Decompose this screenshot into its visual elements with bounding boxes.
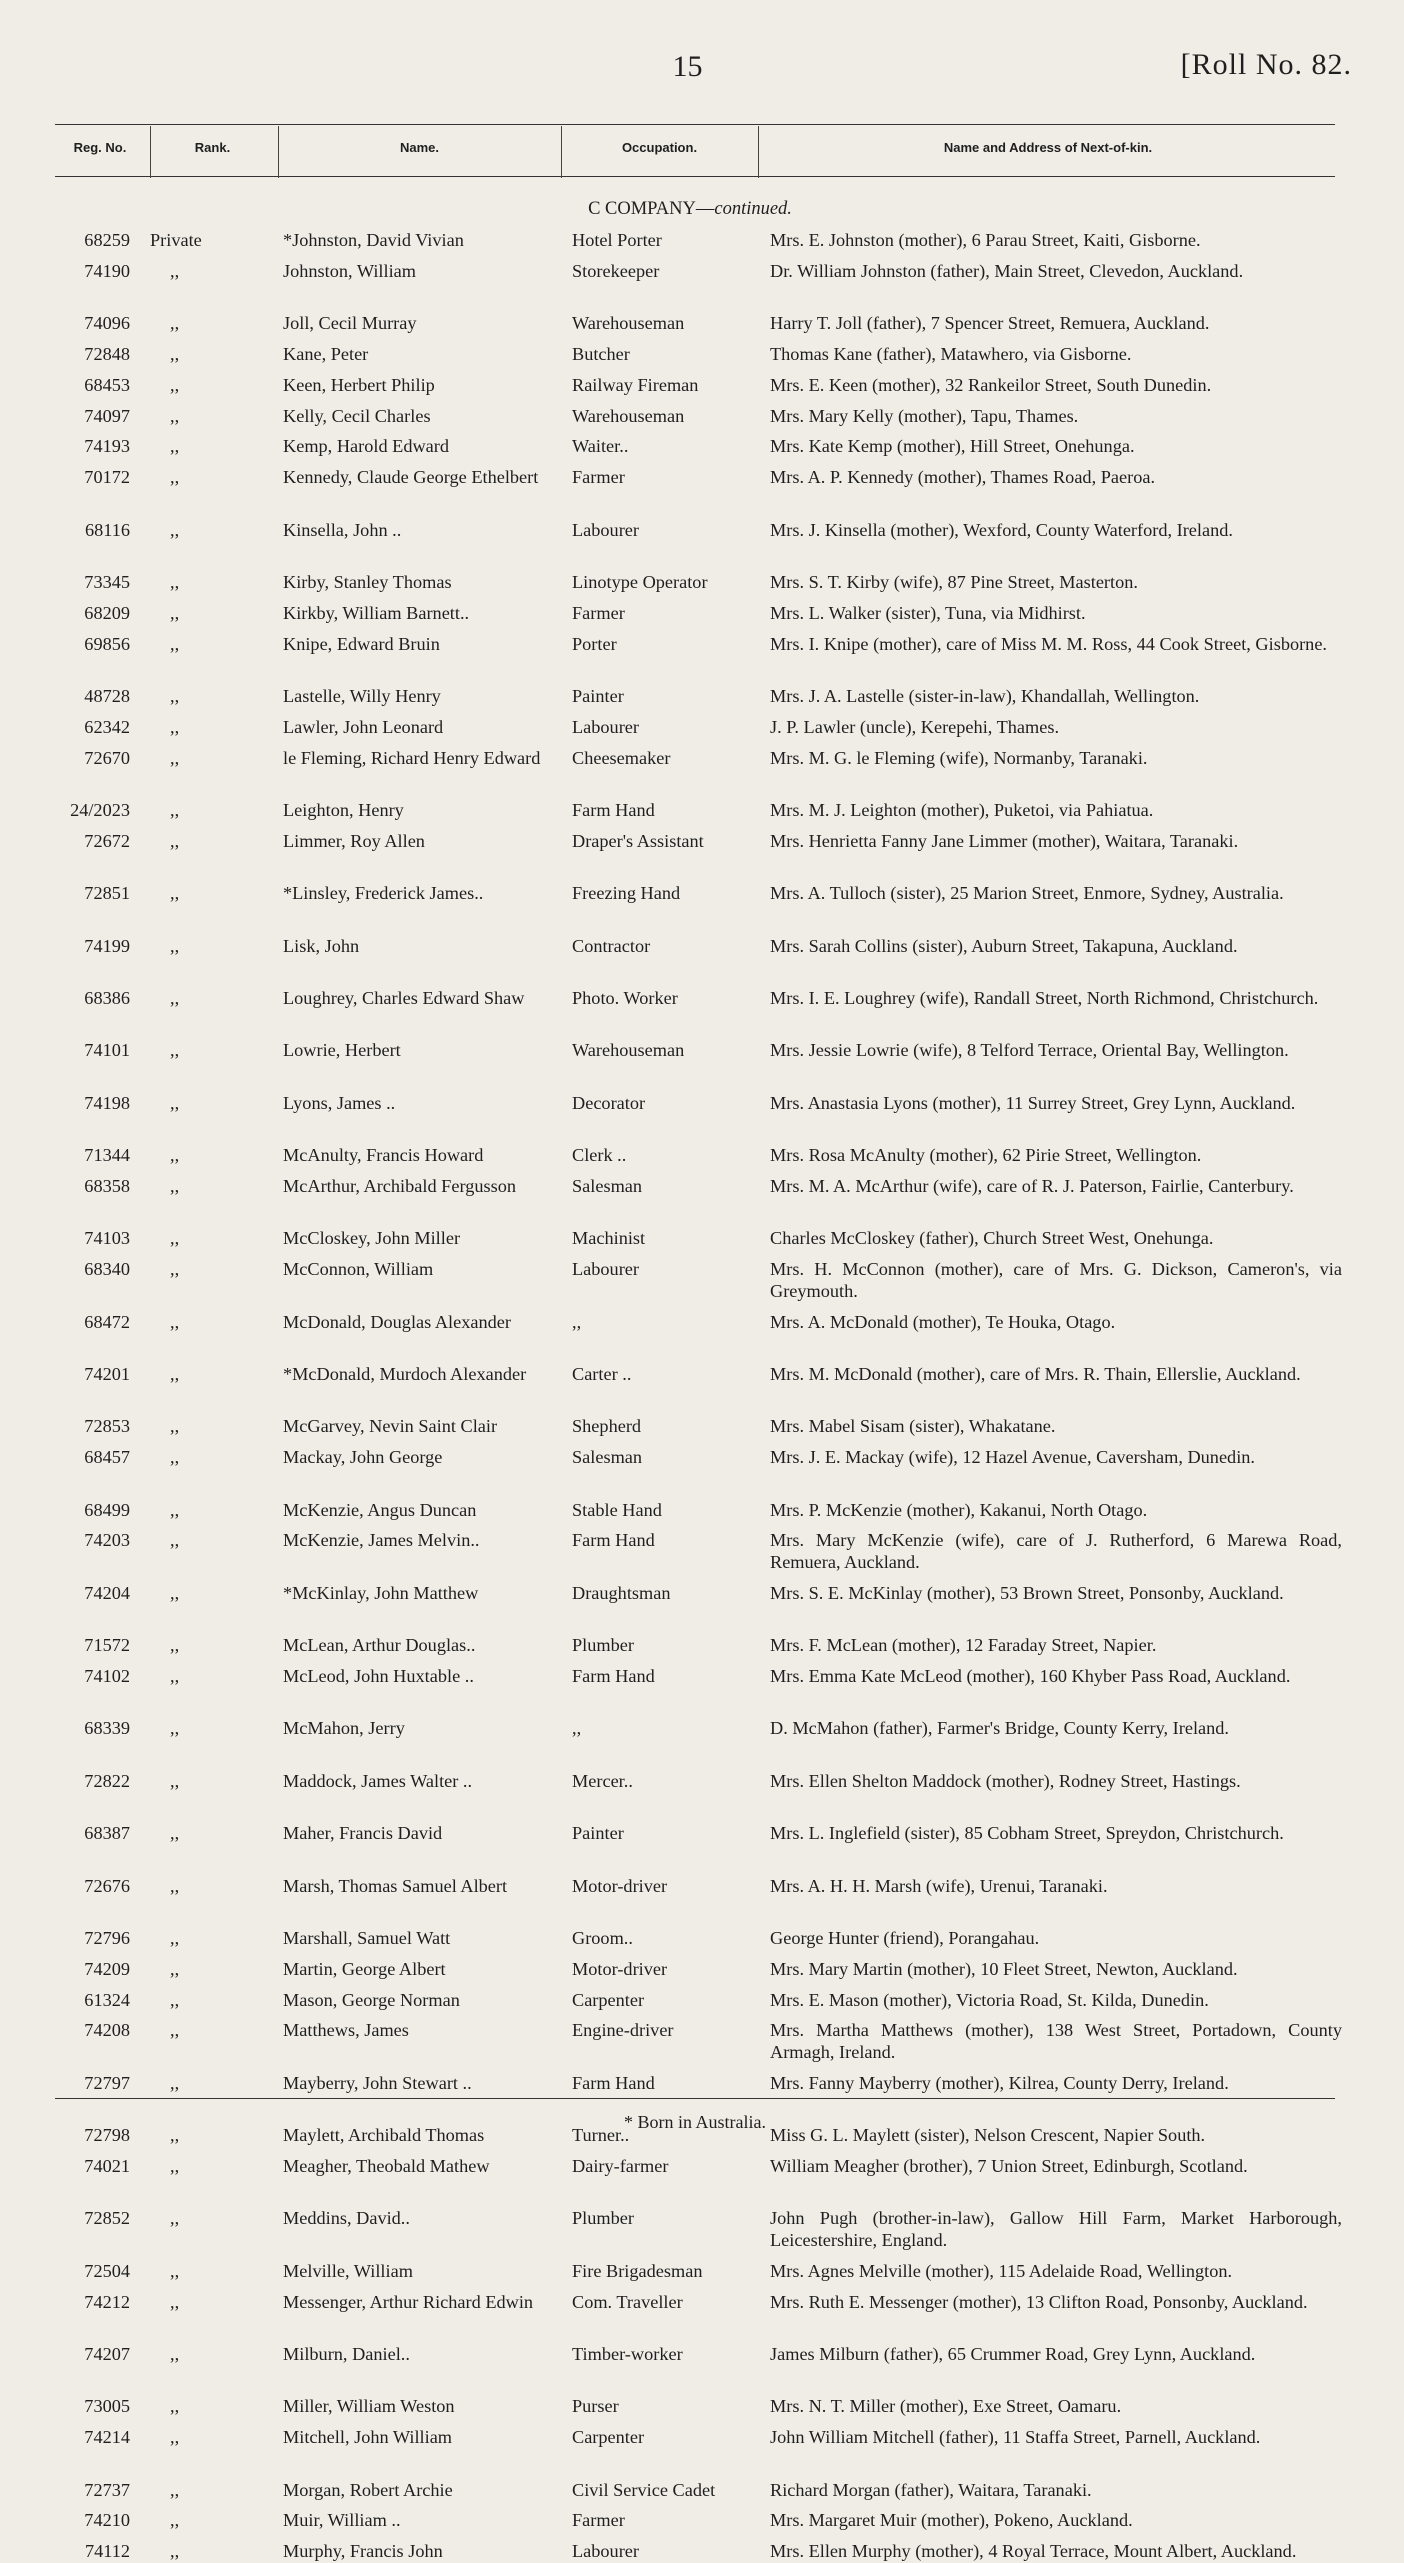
header-bottom-rule <box>55 176 1335 177</box>
row-occupation: Painter <box>572 686 624 706</box>
row-name: Kennedy, Claude George Ethelbert <box>283 467 539 488</box>
row-reg-no: 74021 <box>84 2156 130 2176</box>
row-occupation: Plumber <box>572 2208 634 2229</box>
row-occupation: Farmer <box>572 602 625 623</box>
row-next-of-kin: Mrs. L. Walker (sister), Tuna, via Midhirst. <box>770 602 1086 623</box>
row-reg-no: 68387 <box>84 1823 130 1844</box>
row-reg-no: 68386 <box>84 988 130 1008</box>
row-rank: ,, <box>170 2125 180 2146</box>
row-rank: ,, <box>170 1582 180 1603</box>
row-rank: ,, <box>170 800 180 820</box>
row-reg-no: 48728 <box>84 686 130 706</box>
row-name: Kirby, Stanley Thomas <box>283 572 452 592</box>
row-next-of-kin: Mrs. Mary Kelly (mother), Tapu, Thames. <box>770 405 1079 426</box>
row-reg-no: 71344 <box>84 1145 130 1166</box>
column-header-occupation: Occupation. <box>621 140 698 155</box>
row-occupation: Turner.. <box>572 2125 630 2146</box>
row-next-of-kin: Dr. William Johnston (father), Main Street, Clevedon, Auckland. <box>770 260 1244 281</box>
row-reg-no: 72796 <box>84 1928 130 1948</box>
row-name: McConnon, William <box>283 1259 434 1280</box>
row-next-of-kin: Mrs. E. Keen (mother), 32 Rankeilor Street, South Dunedin. <box>770 374 1212 395</box>
row-occupation: Railway Fireman <box>572 374 699 395</box>
row-name: Lowrie, Herbert <box>283 1040 401 1061</box>
row-name: Limmer, Roy Allen <box>283 830 425 851</box>
row-reg-no: 72851 <box>84 883 130 904</box>
row-rank: ,, <box>170 1092 180 1113</box>
row-occupation: Photo. Worker <box>572 988 678 1008</box>
row-next-of-kin: Mrs. A. Tulloch (sister), 25 Marion Street, Enmore, Sydney, Australia. <box>770 883 1284 904</box>
row-name: Marshall, Samuel Watt <box>283 1928 451 1948</box>
row-name: *McKinlay, John Matthew <box>283 1582 479 1603</box>
row-rank: ,, <box>170 405 180 426</box>
row-name: McAnulty, Francis Howard <box>283 1145 484 1166</box>
row-next-of-kin: James Milburn (father), 65 Crummer Road, Grey Lynn, Auckland. <box>770 2344 1256 2364</box>
row-rank: ,, <box>170 2427 180 2448</box>
row-rank: ,, <box>170 1040 180 1061</box>
row-name: Morgan, Robert Archie <box>283 2479 453 2500</box>
row-rank: ,, <box>170 260 180 281</box>
row-reg-no: 74203 <box>84 1530 130 1551</box>
row-next-of-kin: D. McMahon (father), Farmer's Bridge, County Kerry, Ireland. <box>770 1718 1230 1739</box>
row-reg-no: 72797 <box>84 2072 130 2093</box>
row-occupation: Fire Brigadesman <box>572 2260 703 2281</box>
row-name: Murphy, Francis John <box>283 2541 443 2562</box>
row-reg-no: 74190 <box>84 260 130 281</box>
row-name: Lyons, James .. <box>283 1092 396 1113</box>
row-next-of-kin: Mrs. N. T. Miller (mother), Exe Street, Oamaru. <box>770 2396 1122 2417</box>
row-reg-no: 74208 <box>84 2020 130 2041</box>
row-rank: ,, <box>170 1635 180 1656</box>
row-occupation: Farm Hand <box>572 800 655 820</box>
row-reg-no: 74201 <box>84 1364 130 1384</box>
row-name: Melville, William <box>283 2260 413 2281</box>
row-name: Kinsella, John .. <box>283 519 402 540</box>
row-occupation: Farmer <box>572 2510 625 2531</box>
row-name: McCloskey, John Miller <box>283 1228 461 1249</box>
row-next-of-kin: John Pugh (brother-in-law), Gallow Hill Farm, Market Harborough, Leicestershire, England. <box>770 2208 1342 2250</box>
row-rank: ,, <box>170 374 180 395</box>
row-name: Messenger, Arthur Richard Edwin <box>283 2291 534 2312</box>
row-next-of-kin: Mrs. Ellen Shelton Maddock (mother), Rodney Street, Hastings. <box>770 1770 1241 1791</box>
row-rank: ,, <box>170 1958 180 1979</box>
row-occupation: Purser <box>572 2396 619 2417</box>
row-rank: ,, <box>170 1666 180 1686</box>
row-rank: ,, <box>170 1718 180 1739</box>
row-reg-no: 74112 <box>84 2541 130 2562</box>
row-name: Kemp, Harold Edward <box>283 436 450 457</box>
row-occupation: Butcher <box>572 344 630 364</box>
row-reg-no: 72676 <box>84 1875 130 1896</box>
row-name: Martin, George Albert <box>283 1958 446 1979</box>
row-name: Kane, Peter <box>283 344 369 364</box>
row-name: Meagher, Theobald Mathew <box>283 2156 490 2176</box>
row-rank: ,, <box>170 1770 180 1791</box>
row-rank: ,, <box>170 1875 180 1896</box>
row-name: Miller, William Weston <box>283 2396 455 2417</box>
row-rank: ,, <box>170 2208 180 2229</box>
row-rank: ,, <box>170 883 180 904</box>
row-rank: ,, <box>170 602 180 623</box>
row-reg-no: 74207 <box>84 2344 130 2364</box>
row-rank: ,, <box>170 2291 180 2312</box>
row-rank: ,, <box>170 935 180 956</box>
row-reg-no: 68457 <box>84 1447 130 1468</box>
row-reg-no: 74102 <box>84 1666 130 1686</box>
row-next-of-kin: William Meagher (brother), 7 Union Street, Edinburgh, Scotland. <box>770 2156 1248 2176</box>
row-rank: ,, <box>170 1259 180 1280</box>
row-next-of-kin: Mrs. M. A. McArthur (wife), care of R. J. Paterson, Fairlie, Canterbury. <box>770 1176 1294 1196</box>
row-reg-no: 72848 <box>84 344 130 364</box>
row-name: McLeod, John Huxtable .. <box>283 1666 474 1686</box>
row-occupation: Machinist <box>572 1228 646 1249</box>
row-rank: ,, <box>170 2344 180 2364</box>
row-next-of-kin: Mrs. A. H. H. Marsh (wife), Urenui, Taranaki. <box>770 1875 1108 1896</box>
row-rank: ,, <box>170 1416 180 1437</box>
roll-number: [Roll No. 82. <box>1180 48 1352 81</box>
row-next-of-kin: Thomas Kane (father), Matawhero, via Gisborne. <box>770 344 1132 364</box>
row-name: Leighton, Henry <box>283 800 404 820</box>
row-next-of-kin: Mrs. M. J. Leighton (mother), Puketoi, via Pahiatua. <box>770 800 1154 820</box>
row-name: Knipe, Edward Bruin <box>283 633 440 654</box>
row-rank: ,, <box>170 1989 180 2010</box>
row-reg-no: 74209 <box>84 1958 130 1979</box>
row-rank: ,, <box>170 2510 180 2531</box>
row-reg-no: 24/2023 <box>70 800 130 820</box>
row-next-of-kin: Harry T. Joll (father), 7 Spencer Street, Remuera, Auckland. <box>770 313 1210 334</box>
row-reg-no: 61324 <box>84 1989 130 2010</box>
row-occupation: Mercer.. <box>572 1770 633 1791</box>
row-occupation: Labourer <box>572 1259 639 1280</box>
row-reg-no: 68116 <box>84 519 130 540</box>
row-occupation: Storekeeper <box>572 260 660 281</box>
row-occupation: Shepherd <box>572 1416 642 1437</box>
row-occupation: Carpenter <box>572 1989 645 2010</box>
row-occupation: Carpenter <box>572 2427 645 2448</box>
row-occupation: Warehouseman <box>572 1040 685 1061</box>
row-occupation: Farm Hand <box>572 2072 655 2093</box>
row-rank: ,, <box>170 519 180 540</box>
row-occupation: Linotype Operator <box>572 572 708 592</box>
row-next-of-kin: Miss G. L. Maylett (sister), Nelson Crescent, Napier South. <box>770 2125 1206 2146</box>
row-name: McDonald, Douglas Alexander <box>283 1311 511 1332</box>
row-reg-no: 74193 <box>84 436 130 457</box>
row-rank: ,, <box>170 1530 180 1551</box>
row-next-of-kin: Mrs. F. McLean (mother), 12 Faraday Street, Napier. <box>770 1635 1157 1656</box>
row-rank: ,, <box>170 747 180 768</box>
row-occupation: Contractor <box>572 935 651 956</box>
row-name: Maher, Francis David <box>283 1823 443 1844</box>
row-reg-no: 72822 <box>84 1770 130 1791</box>
row-occupation: Com. Traveller <box>572 2291 683 2312</box>
row-reg-no: 74097 <box>84 405 130 426</box>
page-number: 15 <box>672 50 703 83</box>
row-name: Muir, William .. <box>283 2510 401 2531</box>
row-name: Keen, Herbert Philip <box>283 374 435 395</box>
row-name: *Linsley, Frederick James.. <box>283 883 484 904</box>
row-next-of-kin: Mrs. A. P. Kennedy (mother), Thames Road, Paeroa. <box>770 467 1156 488</box>
row-name: Lisk, John <box>283 935 360 956</box>
row-name: Mackay, John George <box>283 1447 443 1468</box>
row-next-of-kin: Mrs. Anastasia Lyons (mother), 11 Surrey Street, Grey Lynn, Auckland. <box>770 1092 1296 1113</box>
row-occupation: ,, <box>572 1718 582 1739</box>
row-name: McGarvey, Nevin Saint Clair <box>283 1416 498 1437</box>
row-reg-no: 74204 <box>84 1582 130 1603</box>
row-rank: ,, <box>170 436 180 457</box>
column-header-reg-no: Reg. No. <box>73 140 127 155</box>
row-next-of-kin: Mrs. Ruth E. Messenger (mother), 13 Clifton Road, Ponsonby, Auckland. <box>770 2291 1308 2312</box>
row-reg-no: 72670 <box>84 747 130 768</box>
row-rank: ,, <box>170 1176 180 1196</box>
row-rank: ,, <box>170 2396 180 2417</box>
row-name: Joll, Cecil Murray <box>283 313 417 334</box>
row-reg-no: 68339 <box>84 1718 130 1739</box>
row-name: McArthur, Archibald Fergusson <box>283 1176 517 1196</box>
row-occupation: Clerk .. <box>572 1145 627 1166</box>
row-name: McMahon, Jerry <box>283 1718 405 1739</box>
row-next-of-kin: Mrs. S. T. Kirby (wife), 87 Pine Street, Masterton. <box>770 572 1138 592</box>
row-name: Marsh, Thomas Samuel Albert <box>283 1875 508 1896</box>
column-header-rank: Rank. <box>194 140 231 155</box>
row-reg-no: 70172 <box>84 467 130 488</box>
row-rank: ,, <box>170 830 180 851</box>
row-rank: ,, <box>170 1447 180 1468</box>
row-occupation: Porter <box>572 633 617 654</box>
row-next-of-kin: John William Mitchell (father), 11 Staffa Street, Parnell, Auckland. <box>770 2427 1261 2448</box>
row-occupation: Decorator <box>572 1092 646 1113</box>
row-next-of-kin: Mrs. Sarah Collins (sister), Auburn Street, Takapuna, Auckland. <box>770 935 1238 956</box>
row-reg-no: 72737 <box>84 2479 130 2500</box>
row-reg-no: 73005 <box>84 2396 130 2417</box>
row-reg-no: 72853 <box>84 1416 130 1437</box>
row-next-of-kin: Mrs. A. McDonald (mother), Te Houka, Otago. <box>770 1311 1116 1332</box>
row-name: Meddins, David.. <box>283 2208 410 2229</box>
row-name: Maylett, Archibald Thomas <box>283 2125 485 2146</box>
row-next-of-kin: Mrs. I. E. Loughrey (wife), Randall Street, North Richmond, Christchurch. <box>770 988 1319 1008</box>
row-occupation: Farmer <box>572 467 625 488</box>
row-next-of-kin: Mrs. Agnes Melville (mother), 115 Adelaide Road, Wellington. <box>770 2260 1233 2281</box>
row-name: Mayberry, John Stewart .. <box>283 2072 472 2093</box>
row-next-of-kin: Mrs. L. Inglefield (sister), 85 Cobham Street, Spreydon, Christchurch. <box>770 1823 1284 1844</box>
row-reg-no: 62342 <box>84 716 130 737</box>
row-next-of-kin: Mrs. J. A. Lastelle (sister-in-law), Khandallah, Wellington. <box>770 686 1200 706</box>
row-next-of-kin: J. P. Lawler (uncle), Kerepehi, Thames. <box>770 716 1060 737</box>
row-occupation: Warehouseman <box>572 405 685 426</box>
row-next-of-kin: Mrs. Mary Martin (mother), 10 Fleet Street, Newton, Auckland. <box>770 1958 1238 1979</box>
row-next-of-kin: Mrs. P. McKenzie (mother), Kakanui, North Otago. <box>770 1499 1148 1520</box>
row-next-of-kin: Mrs. Emma Kate McLeod (mother), 160 Khyber Pass Road, Auckland. <box>770 1666 1291 1686</box>
row-next-of-kin: Mrs. Martha Matthews (mother), 138 West Street, Portadown, County Armagh, Ireland. <box>770 2020 1342 2062</box>
row-occupation: Salesman <box>572 1176 643 1196</box>
row-reg-no: 74212 <box>84 2291 130 2312</box>
row-occupation: Labourer <box>572 716 639 737</box>
section-heading <box>0 199 1380 220</box>
row-next-of-kin: Mrs. I. Knipe (mother), care of Miss M. M. Ross, 44 Cook Street, Gisborne. <box>770 633 1328 654</box>
row-rank: ,, <box>170 2479 180 2500</box>
row-occupation: Motor-driver <box>572 1875 668 1896</box>
row-name: Matthews, James <box>283 2020 409 2041</box>
row-rank: ,, <box>170 1364 180 1384</box>
row-next-of-kin: Mrs. Margaret Muir (mother), Pokeno, Auckland. <box>770 2510 1133 2531</box>
row-reg-no: 69856 <box>84 633 130 654</box>
row-occupation: Painter <box>572 1823 624 1844</box>
row-next-of-kin: Mrs. M. G. le Fleming (wife), Normanby, Taranaki. <box>770 747 1148 768</box>
row-occupation: Warehouseman <box>572 313 685 334</box>
row-rank: ,, <box>170 2072 180 2093</box>
row-next-of-kin: Mrs. J. E. Mackay (wife), 12 Hazel Avenue, Caversham, Dunedin. <box>770 1447 1255 1468</box>
row-name: le Fleming, Richard Henry Edward <box>283 747 541 768</box>
row-rank: ,, <box>170 2260 180 2281</box>
section-continued: continued. <box>714 199 792 219</box>
row-rank: ,, <box>170 2156 180 2176</box>
row-rank: ,, <box>170 2020 180 2041</box>
row-rank: ,, <box>170 686 180 706</box>
row-rank: ,, <box>170 344 180 364</box>
row-rank: ,, <box>170 633 180 654</box>
row-rank: ,, <box>170 572 180 592</box>
row-occupation: Salesman <box>572 1447 643 1468</box>
row-reg-no: 68499 <box>84 1499 130 1520</box>
row-reg-no: 68209 <box>84 602 130 623</box>
row-rank: ,, <box>170 313 180 334</box>
row-next-of-kin: George Hunter (friend), Porangahau. <box>770 1928 1040 1948</box>
row-next-of-kin: Mrs. Rosa McAnulty (mother), 62 Pirie Street, Wellington. <box>770 1145 1202 1166</box>
row-rank: ,, <box>170 467 180 488</box>
row-next-of-kin: Mrs. Henrietta Fanny Jane Limmer (mother), Waitara, Taranaki. <box>770 830 1239 851</box>
row-name: Kelly, Cecil Charles <box>283 405 431 426</box>
row-next-of-kin: Mrs. Mabel Sisam (sister), Whakatane. <box>770 1416 1056 1437</box>
row-name: Mitchell, John William <box>283 2427 453 2448</box>
row-name: Maddock, James Walter .. <box>283 1770 473 1791</box>
section-company: C COMPANY— <box>588 199 715 219</box>
row-rank: ,, <box>170 2541 180 2562</box>
row-rank: ,, <box>170 988 180 1008</box>
row-occupation: Dairy-farmer <box>572 2156 669 2176</box>
row-next-of-kin: Mrs. H. McConnon (mother), care of Mrs. G. Dickson, Cameron's, via Greymouth. <box>770 1259 1342 1301</box>
row-next-of-kin: Mrs. Mary McKenzie (wife), care of J. Rutherford, 6 Marewa Road, Remuera, Auckland. <box>770 1530 1342 1572</box>
row-name: McKenzie, James Melvin.. <box>283 1530 480 1551</box>
row-rank: ,, <box>170 1228 180 1249</box>
row-reg-no: 68472 <box>84 1311 130 1332</box>
row-reg-no: 74210 <box>84 2510 130 2531</box>
row-next-of-kin: Mrs. Ellen Murphy (mother), 4 Royal Terrace, Mount Albert, Auckland. <box>770 2541 1297 2562</box>
row-reg-no: 72672 <box>84 830 130 851</box>
row-reg-no: 68358 <box>84 1176 130 1196</box>
row-reg-no: 74101 <box>84 1040 130 1061</box>
row-name: McLean, Arthur Douglas.. <box>283 1635 476 1656</box>
row-next-of-kin: Richard Morgan (father), Waitara, Taranaki. <box>770 2479 1092 2500</box>
row-occupation: Farm Hand <box>572 1666 655 1686</box>
row-rank: ,, <box>170 1823 180 1844</box>
row-name: Lawler, John Leonard <box>283 716 444 737</box>
column-header-next-of-kin: Name and Address of Next-of-kin. <box>943 140 1153 155</box>
row-rank: Private <box>150 230 202 250</box>
footnote: * Born in Australia. <box>624 2112 766 2132</box>
row-reg-no: 74214 <box>84 2427 130 2448</box>
row-rank: ,, <box>170 716 180 737</box>
row-name: Milburn, Daniel.. <box>283 2344 410 2364</box>
row-occupation: Stable Hand <box>572 1499 662 1520</box>
row-next-of-kin: Mrs. S. E. McKinlay (mother), 53 Brown Street, Ponsonby, Auckland. <box>770 1582 1284 1603</box>
bottom-rule <box>55 2098 1335 2099</box>
column-header-name: Name. <box>399 140 440 155</box>
row-occupation: Plumber <box>572 1635 634 1656</box>
row-next-of-kin: Mrs. Fanny Mayberry (mother), Kilrea, County Derry, Ireland. <box>770 2072 1229 2093</box>
row-rank: ,, <box>170 1499 180 1520</box>
row-reg-no: 74096 <box>84 313 130 334</box>
row-occupation: Hotel Porter <box>572 230 662 250</box>
row-next-of-kin: Mrs. E. Johnston (mother), 6 Parau Street, Kaiti, Gisborne. <box>770 230 1201 250</box>
row-reg-no: 72798 <box>84 2125 130 2146</box>
row-name: Lastelle, Willy Henry <box>283 686 441 706</box>
row-occupation: Groom.. <box>572 1928 633 1948</box>
row-reg-no: 74103 <box>84 1228 130 1249</box>
header-top-rule <box>55 124 1335 125</box>
row-occupation: Cheesemaker <box>572 747 671 768</box>
row-reg-no: 71572 <box>84 1635 130 1656</box>
row-occupation: Motor-driver <box>572 1958 668 1979</box>
row-reg-no: 72504 <box>84 2260 130 2281</box>
row-rank: ,, <box>170 1145 180 1166</box>
row-name: Kirkby, William Barnett.. <box>283 602 470 623</box>
row-name: Johnston, William <box>283 260 416 281</box>
row-reg-no: 74199 <box>84 935 130 956</box>
row-next-of-kin: Mrs. E. Mason (mother), Victoria Road, St. Kilda, Dunedin. <box>770 1989 1209 2010</box>
row-name: *McDonald, Murdoch Alexander <box>283 1364 527 1384</box>
row-next-of-kin: Mrs. J. Kinsella (mother), Wexford, County Waterford, Ireland. <box>770 519 1233 540</box>
row-occupation: Freezing Hand <box>572 883 681 904</box>
row-name: *Johnston, David Vivian <box>283 230 464 250</box>
row-rank: ,, <box>170 1928 180 1948</box>
row-reg-no: 72852 <box>84 2208 130 2229</box>
row-occupation: Labourer <box>572 2541 639 2562</box>
row-name: McKenzie, Angus Duncan <box>283 1499 477 1520</box>
row-next-of-kin: Mrs. Jessie Lowrie (wife), 8 Telford Terrace, Oriental Bay, Wellington. <box>770 1040 1289 1061</box>
row-name: Mason, George Norman <box>283 1989 460 2010</box>
row-occupation: Waiter.. <box>572 436 629 457</box>
row-occupation: Carter .. <box>572 1364 632 1384</box>
row-name: Loughrey, Charles Edward Shaw <box>283 988 525 1008</box>
row-next-of-kin: Charles McCloskey (father), Church Street West, Onehunga. <box>770 1228 1214 1249</box>
row-next-of-kin: Mrs. Kate Kemp (mother), Hill Street, Onehunga. <box>770 436 1135 457</box>
row-occupation: Farm Hand <box>572 1530 655 1551</box>
row-reg-no: 68259 <box>84 230 130 250</box>
row-reg-no: 68453 <box>84 374 130 395</box>
row-reg-no: 68340 <box>84 1259 130 1280</box>
row-reg-no: 74198 <box>84 1092 130 1113</box>
row-next-of-kin: Mrs. M. McDonald (mother), care of Mrs. R. Thain, Ellerslie, Auckland. <box>770 1364 1301 1384</box>
row-reg-no: 73345 <box>84 572 130 592</box>
row-occupation: Civil Service Cadet <box>572 2479 716 2500</box>
row-occupation: Timber-worker <box>572 2344 683 2364</box>
row-occupation: Labourer <box>572 519 639 540</box>
row-occupation: Draper's Assistant <box>572 830 704 851</box>
row-occupation: ,, <box>572 1311 582 1332</box>
row-occupation: Draughtsman <box>572 1582 671 1603</box>
row-rank: ,, <box>170 1311 180 1332</box>
row-occupation: Engine-driver <box>572 2020 674 2041</box>
